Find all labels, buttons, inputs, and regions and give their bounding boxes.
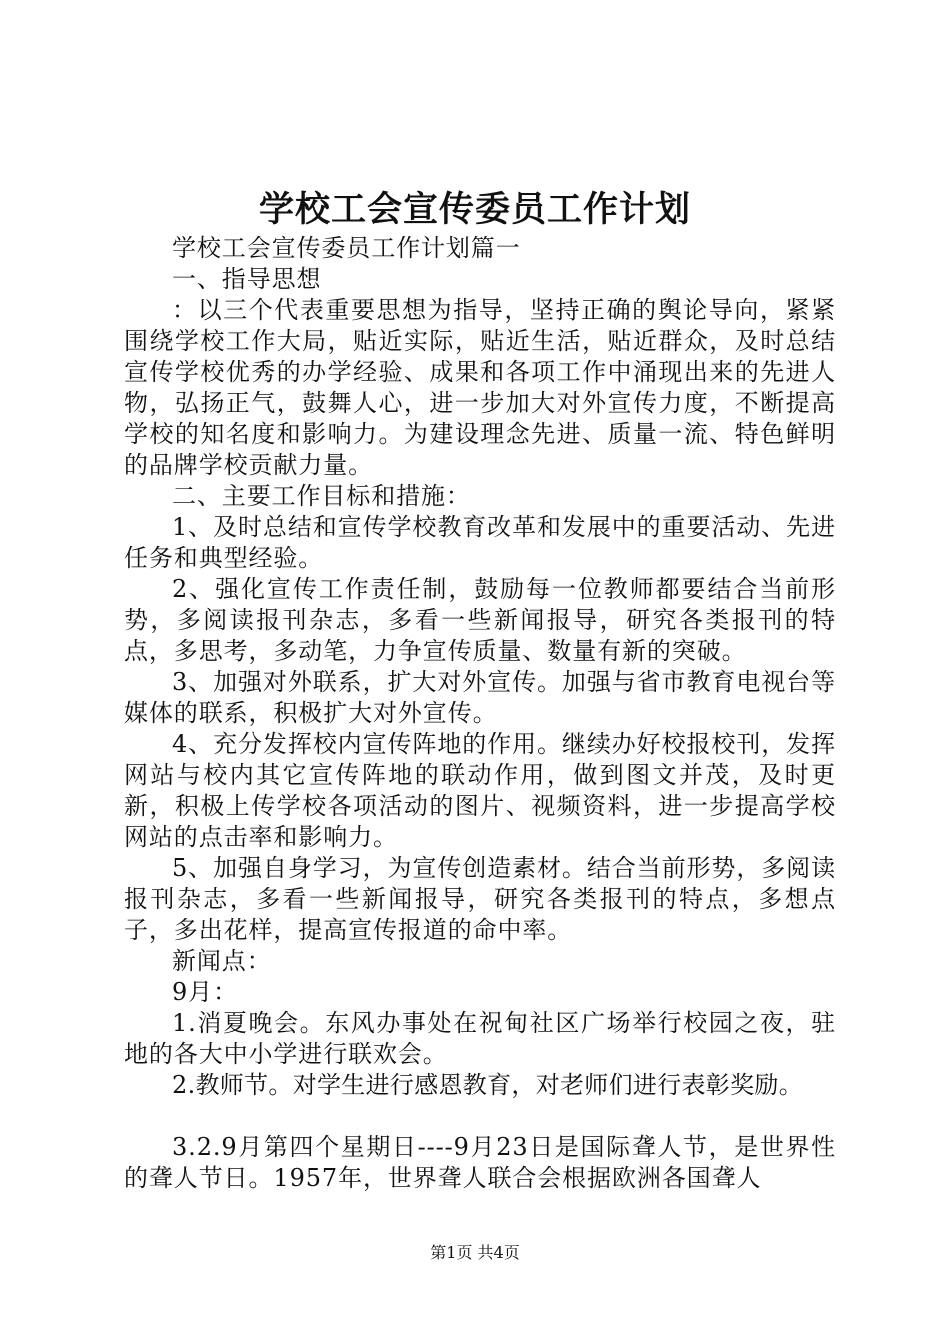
news-item-3: 3.2.9月第四个星期日----9月23日是国际聋人节，是世界性的聋人节日。1957年，世界聋人联合会根据欧洲各国聋人 — [124, 1133, 836, 1192]
section-heading-part-one: 学校工会宣传委员工作计划篇一 — [172, 234, 521, 262]
paragraph-measure-1: 1、及时总结和宣传学校教育改革和发展中的重要活动、先进任务和典型经验。 — [124, 513, 836, 572]
paragraph-measure-3: 3、加强对外联系，扩大对外宣传。加强与省市教育电视台等媒体的联系，积极扩大对外宣传。 — [124, 668, 836, 727]
paragraph-measure-5: 5、加强自身学习，为宣传创造素材。结合当前形势，多阅读报刊杂志，多看一些新闻报导，研究各类报刊的特点，多想点子，多出花样，提高宣传报道的命中率。 — [124, 854, 836, 944]
page-footer: 第1页 共4页 — [430, 1243, 520, 1262]
news-item-1: 1.消夏晚会。东风办事处在祝甸社区广场举行校园之夜，驻地的各大中小学进行联欢会。 — [124, 1009, 836, 1068]
paragraph-guiding-ideology: ：以三个代表重要思想为指导，坚持正确的舆论导向，紧紧围绕学校工作大局，贴近实际，贴近生活，贴近群众，及时总结宣传学校优秀的办学经验、成果和各项工作中涌现出来的先进人物，弘扬正气，鼓舞人心，进一步加大对外宣传力度，不断提高学校的知名度和影响力。为建设理念先进、质量一流、特色鲜明的品牌学校贡献力量。 — [124, 296, 836, 479]
document-title: 学校工会宣传委员工作计划 — [258, 189, 691, 230]
document-body — [124, 233, 836, 1194]
heading-main-goals: 二、主要工作目标和措施： — [172, 482, 471, 510]
heading-guiding-ideology: 一、指导思想 — [172, 265, 322, 293]
paragraph-measure-4: 4、充分发挥校内宣传阵地的作用。继续办好校报校刊，发挥网站与校内其它宣传阵地的联动作用，做到图文并茂，及时更新，积极上传学校各项活动的图片、视频资料，进一步提高学校网站的点击率和影响力。 — [124, 730, 836, 851]
paragraph-measure-2: 2、强化宣传工作责任制，鼓励每一位教师都要结合当前形势，多阅读报刊杂志，多看一些新闻报导，研究各类报刊的特点，多思考，多动笔，力争宣传质量、数量有新的突破。 — [124, 575, 836, 665]
heading-september: 9月： — [172, 978, 238, 1006]
news-item-2: 2.教师节。对学生进行感恩教育，对老师们进行表彰奖励。 — [172, 1071, 803, 1099]
heading-news-points: 新闻点： — [172, 947, 272, 975]
